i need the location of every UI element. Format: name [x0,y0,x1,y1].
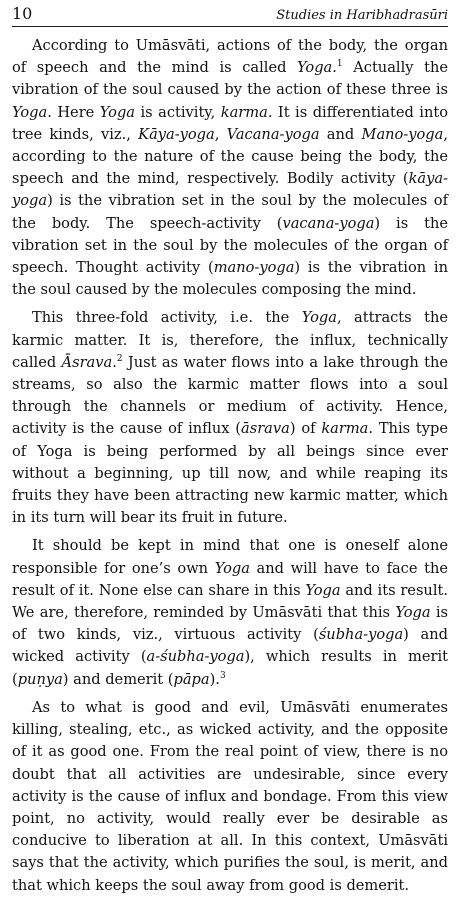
italic-term: Yoga [395,604,431,622]
italic-term: mano-yoga [213,259,295,277]
text-run: . Here [47,103,100,121]
text-run: and its result. We are, therefore, reminded by Umāsvāti that this [12,581,449,622]
italic-term: āsrava [241,420,290,438]
text-run: As to what is good and evil, Umāsvāti enumerates killing, stealing, etc., as wicked activity, and the opposite of it as good one. From the real point of view, there is no doubt that all activities are undesirable, since every activity is the cause of influx and bondage. From this view point, no activity, would really ever be desirable as conducive to liberation at all. In this context, Umāsvāti says that the activity, which purifies the soul, is merit, and that which keeps the soul away from good is demerit. [12,698,448,894]
italic-term: Mano-yoga [361,125,444,143]
italic-term: kāya-yoga [12,170,448,210]
italic-term: Yoga [214,559,250,577]
italic-term: śubha-yoga [318,626,404,644]
text-run: ) is the vibration set in the soul by the molecules of the organ of speech. Thought activity ( [12,214,449,277]
italic-term: vacana-yoga [282,214,375,232]
text-run: This three-fold activity, i.e. the [32,309,302,327]
text-run: , according to the nature of the cause being the body, the speech and the mind, respectively. Bodily activity ( [12,125,448,188]
paragraph [12,697,448,897]
italic-term: Yoga [12,103,48,121]
italic-term: Yoga [305,581,341,599]
footnote-ref: 3 [219,670,226,681]
page-number: 10 [12,4,33,23]
text-run: . [112,353,117,371]
text-run: ) is the vibration in the soul caused by the molecules composing the mind. [12,259,448,299]
italic-term: pāpa [173,670,210,688]
text-run: is of two kinds, viz., virtuous activity ( [12,604,448,644]
running-title: Studies in Haribhadrasūri [276,8,448,23]
text-run: . It is differentiated into tree kinds, viz., [12,103,448,143]
text-run: ), which results in merit ( [12,648,448,688]
text-run: ) and demerit ( [62,670,174,688]
text-run: . This type of Yoga is being performed by all beings since ever without a beginning, up till now, and while reaping its fruits they have been attracting new karmic matter, which in its turn will bear its fruit in future. [12,420,448,527]
italic-term: puṇya [17,670,63,688]
text-run: Actually the vibration of the soul caused by the action of these three is [12,59,448,99]
text-run: ) of [289,420,322,438]
italic-term: Kāya-yoga [138,125,215,143]
italic-term: karma [220,103,268,121]
footnote-ref: 1 [336,59,343,70]
italic-term: karma [321,420,369,438]
text-run: ). [209,670,220,688]
text-run: is activity, [135,103,221,121]
text-run: Just as water flows into a lake through the streams, so also the karmic matter flows into a soul through the channels or medium of activity. Hence, activity is the cause of influx ( [12,353,449,438]
text-run: ) is the vibration set in the soul by the molecules of the body. The speech-activity ( [12,192,448,232]
page-header [12,4,448,27]
text-run: It should be kept in mind that one is oneself alone responsible for one’s own [12,537,448,577]
paragraph [12,307,448,529]
paragraph [12,35,448,301]
italic-term: Āsrava [61,353,113,371]
text-run: and will have to face the result of it. None else can share in this [12,559,448,599]
text-run: and [319,125,362,143]
italic-term: Vacana-yoga [226,125,320,143]
italic-term: Yoga [99,103,135,121]
page-body [12,27,448,897]
text-run: , [214,125,227,143]
text-run: ) and wicked activity ( [12,626,449,666]
footnote-ref: 2 [116,353,123,364]
paragraph [12,535,448,690]
italic-term: a-śubha-yoga [146,648,245,666]
italic-term: Yoga [301,309,337,327]
italic-term: Yoga. [297,59,337,77]
text-run: , attracts the karmic matter. It is, therefore, the influx, technically called [12,309,449,371]
text-run: According to Umāsvāti, actions of the body, the organ of speech and the mind is called [12,37,448,77]
